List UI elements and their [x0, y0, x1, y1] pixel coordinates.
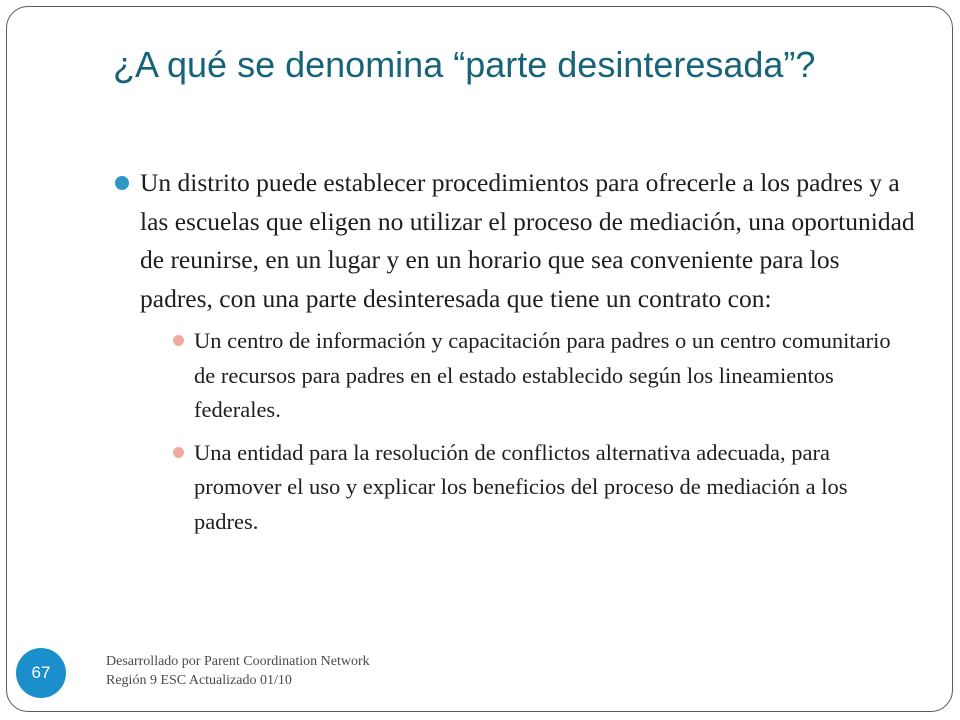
- sub-bullet-dot-icon: [173, 447, 184, 458]
- page-number-badge: [16, 648, 66, 698]
- slide-content: [115, 164, 915, 547]
- footer-line-2: Región 9 ESC Actualizado 01/10: [106, 673, 292, 688]
- slide-title: ¿A qué se denomina “parte desinteresada”?: [113, 44, 816, 85]
- bullet-item-main: [115, 164, 915, 318]
- sub-bullet-item: [173, 324, 915, 428]
- sub-bullet-item: [173, 436, 915, 540]
- sub-bullet-text: Un centro de información y capacitación para padres o un centro comunitario de recursos para padres en el estado establecido según los lineamientos federales.: [194, 328, 891, 422]
- page-number: 67: [31, 663, 51, 682]
- sub-bullet-text: Una entidad para la resolución de conflictos alternativa adecuada, para promover el uso y explicar los beneficios del proceso de mediación a los padres.: [194, 439, 848, 534]
- bullet-dot-icon: [115, 176, 129, 190]
- bullet-text-main: Un distrito puede establecer procedimientos para ofrecerle a los padres y a las escuelas que eligen no utilizar el proceso de mediación, una oportunidad de reunirse, en un lugar y en un horario que sea conveniente para los padres, con una parte desinteresada que tiene un contrato con:: [140, 168, 915, 313]
- sub-bullet-list: [115, 324, 915, 539]
- slide-footer: [106, 652, 370, 690]
- sub-bullet-dot-icon: [173, 335, 184, 346]
- footer-line-1: Desarrollado por Parent Coordination Network: [106, 654, 370, 669]
- slide-frame: [6, 6, 953, 712]
